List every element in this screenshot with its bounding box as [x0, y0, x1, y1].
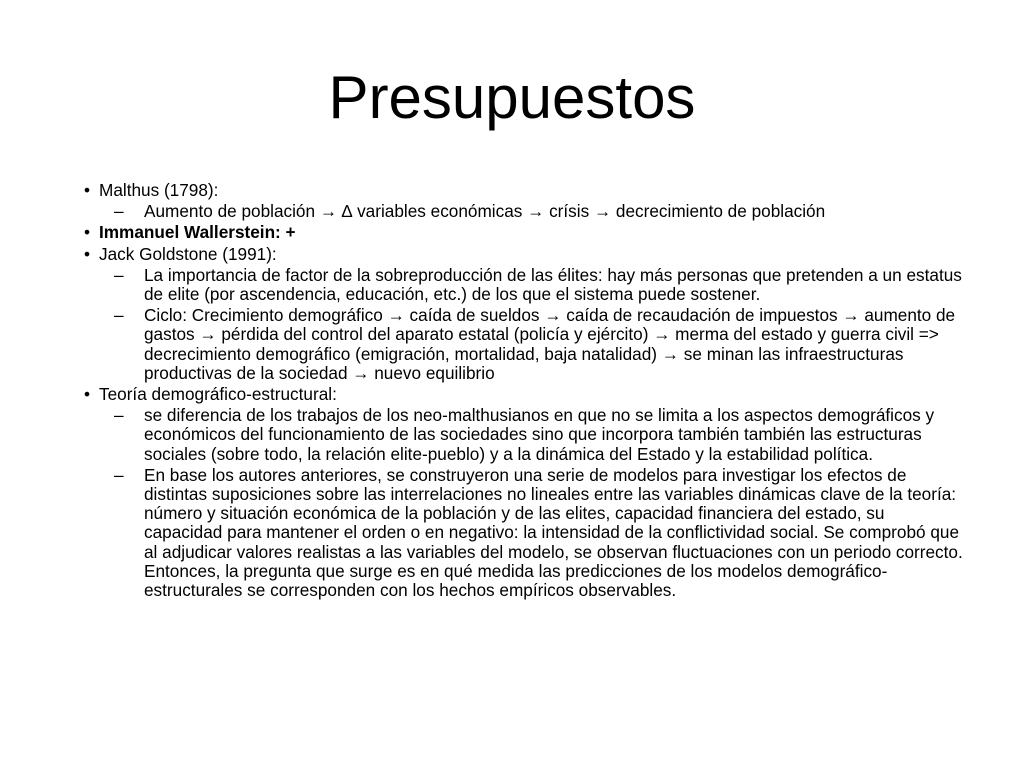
sub-bullet-item: [72, 406, 967, 464]
sub-bullet-text: se diferencia de los trabajos de los neo-malthusianos en que no se limita a los aspectos demográficos y económicos del funcionamiento de las sociedades sino que incorpora también también las estructuras sociales (sobre todo, la relación elite-pueblo) y a la dinámica del Estado y la estabilidad política.: [144, 405, 935, 464]
bullet-item: [72, 223, 967, 242]
dash-marker: –: [114, 201, 124, 222]
bullet-text: Teoría demográfico-estructural:: [99, 384, 337, 405]
sub-bullet-item: [72, 306, 967, 383]
slide-body: [72, 181, 967, 602]
bullet-marker: •: [84, 384, 91, 405]
sub-bullet-item: [72, 202, 967, 221]
bullet-text: Jack Goldstone (1991):: [99, 243, 277, 264]
sub-bullet-text: La importancia de factor de la sobreproducción de las élites: hay más personas que pretenden a un estatus de elite (por ascendencia, educación, etc.) de los que el sistema puede sostener.: [144, 264, 962, 305]
sub-bullet-item: [72, 466, 967, 600]
bullet-item: [72, 245, 967, 264]
sub-bullet-text: Ciclo: Crecimiento demográfico → caída de sueldos → caída de recaudación de impuestos → aumento de gastos → pérdida del control del aparato estatal (policía y ejército) → merma del estado y guerra civil => decrecimiento demográfico (emigración, mortalidad, baja natalidad) → se minan las infraestructuras productivas de la sociedad → nuevo equilibrio: [144, 305, 956, 383]
bullet-marker: •: [84, 243, 91, 264]
bullet-text: Malthus (1798):: [99, 180, 219, 200]
sub-bullet-text: Aumento de población → ∆ variables económicas → crísis → decrecimiento de población: [144, 201, 826, 222]
slide-title: Presupuestos: [328, 64, 696, 131]
sub-bullet-text: En base los autores anteriores, se construyeron una serie de modelos para investigar los efectos de distintas suposiciones sobre las interrelaciones no lineales entre las variables dinámicas clave de la teoría: número y situación económica de la población y de las elites, capacidad financiera del estado, su capacidad para mantener el orden o en negativo: la intensidad de la conflictividad social. Se comprobó que al adjudicar valores realistas a las variables del modelo, se observan fluctuaciones con un periodo correcto. Entonces, la pregunta que surge es en qué medida las predicciones de los modelos demográfico-estructurales se corresponden con los hechos empíricos observables.: [144, 464, 963, 601]
bullet-marker: •: [84, 180, 91, 200]
dash-marker: –: [114, 264, 124, 285]
sub-bullet-item: [72, 266, 967, 304]
bullet-item: [72, 181, 967, 200]
dash-marker: –: [114, 405, 124, 426]
dash-marker: –: [114, 464, 124, 485]
bullet-text: Immanuel Wallerstein: +: [99, 222, 296, 243]
dash-marker: –: [114, 305, 124, 326]
bullet-marker: •: [84, 222, 91, 243]
bullet-item: [72, 385, 967, 404]
